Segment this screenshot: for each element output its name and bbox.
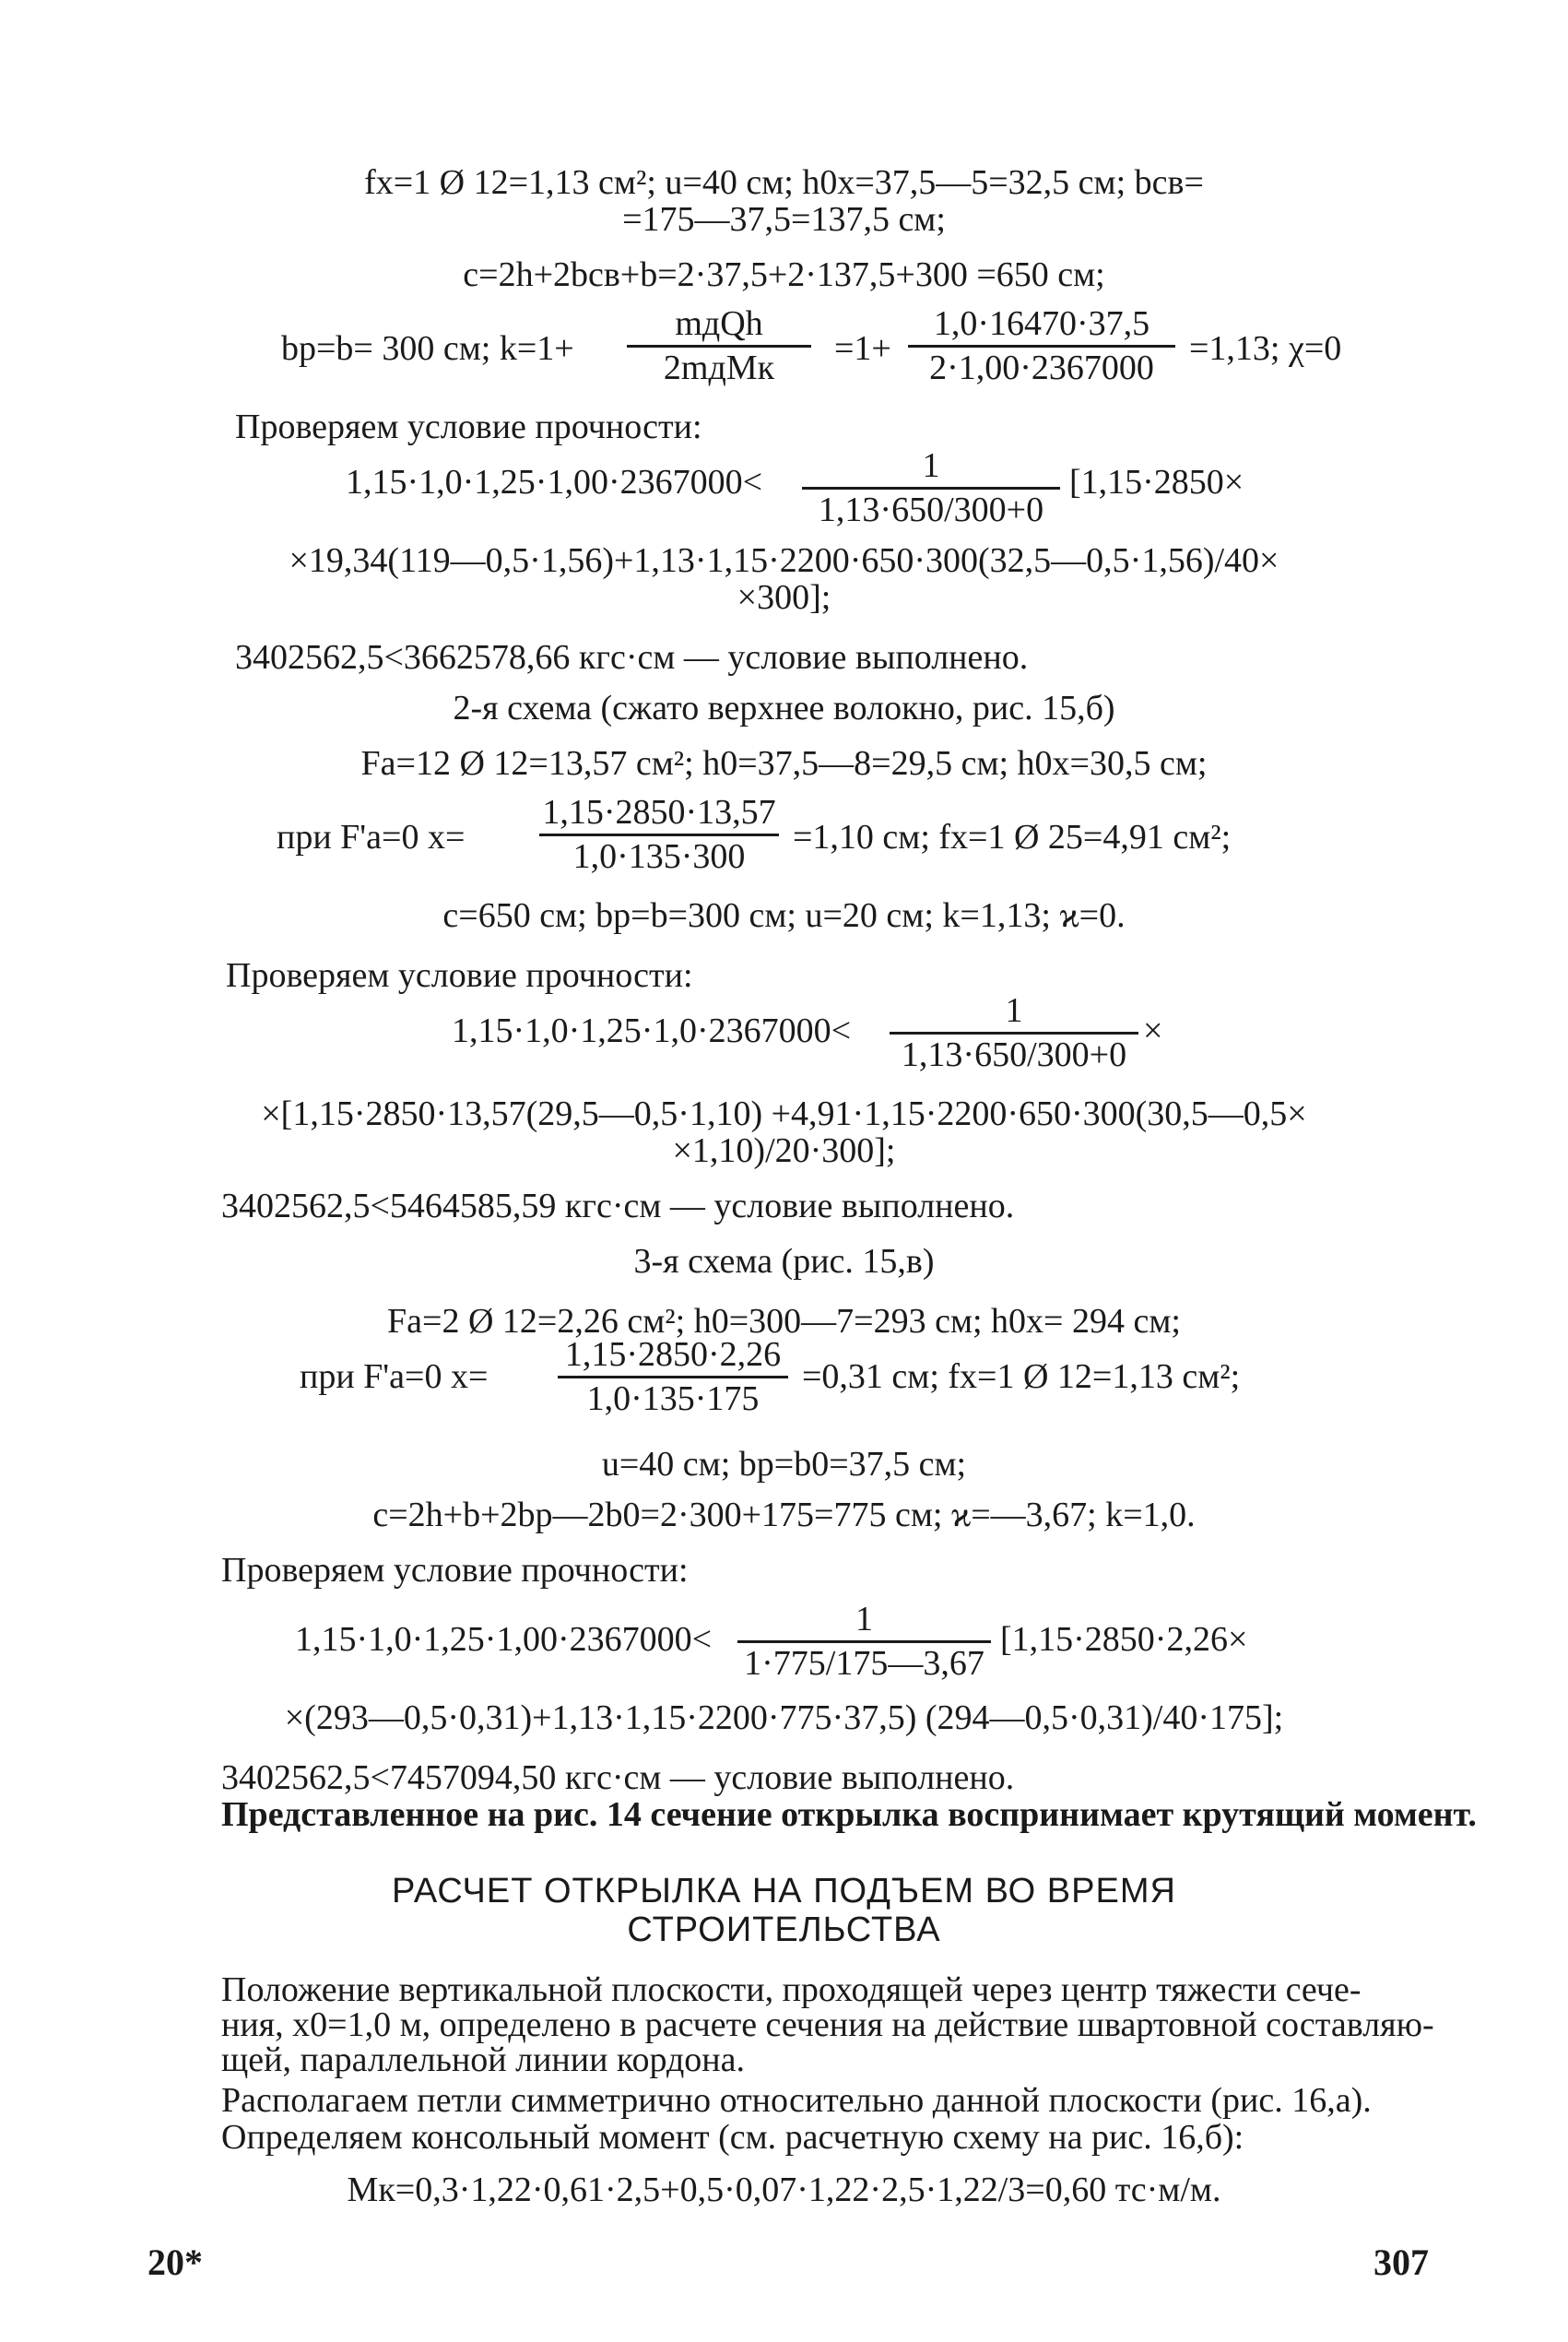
fraction-denominator: 1,13·650/300+0	[901, 1035, 1127, 1074]
section-heading: СТРОИТЕЛЬСТВА	[627, 1910, 941, 1949]
paragraph-text: щей, параллельной линии кордона.	[221, 2040, 745, 2079]
formula-line: fx=1 Ø 12=1,13 см²; u=40 см; h0x=37,5—5=32,5 см; bсв=	[364, 163, 1204, 202]
fraction-numerator: 1,15·2850·2,26	[564, 1335, 782, 1374]
paragraph-text: Положение вертикальной плоскости, проходящей через центр тяжести сече-	[221, 1970, 1362, 2009]
formula-line: =1+	[834, 329, 891, 368]
formula-line: ×(293—0,5·0,31)+1,13·1,15·2200·775·37,5) (294—0,5·0,31)/40·175];	[284, 1698, 1284, 1737]
formula-line: ×1,10)/20·300];	[672, 1131, 896, 1170]
fraction-denominator: 1·775/175—3,67	[744, 1644, 984, 1683]
formula-line: =1,13; χ=0	[1189, 329, 1342, 368]
fraction-bar	[558, 1376, 788, 1378]
formula-line: [1,15·2850×	[1069, 463, 1244, 502]
fraction-numerator: 1	[1005, 991, 1023, 1030]
section-caption: 3-я схема (рис. 15,в)	[633, 1242, 935, 1281]
formula-line: при F'a=0 x=	[300, 1357, 489, 1396]
paragraph-text: 3402562,5<5464585,59 кгс·см — условие выполнено.	[221, 1187, 1015, 1225]
section-heading: РАСЧЕТ ОТКРЫЛКА НА ПОДЪЕМ ВО ВРЕМЯ	[392, 1872, 1176, 1910]
formula-line: c=2h+b+2bp—2b0=2·300+175=775 см; ϰ=—3,67; k=1,0.	[372, 1496, 1196, 1534]
page-signature: 20*	[147, 2241, 203, 2283]
fraction-denominator: 1,0·135·300	[572, 837, 746, 876]
section-caption: 2-я схема (сжато верхнее волокно, рис. 15,б)	[453, 689, 1115, 727]
fraction-bar	[627, 345, 811, 348]
paragraph-text: Располагаем петли симметрично относительно данной плоскости (рис. 16,а).	[221, 2081, 1372, 2120]
formula-line: Fa=2 Ø 12=2,26 см²; h0=300—7=293 см; h0x= 294 см;	[387, 1302, 1181, 1341]
formula-line: ×19,34(119—0,5·1,56)+1,13·1,15·2200·650·300(32,5—0,5·1,56)/40×	[289, 541, 1279, 580]
paragraph-text: Проверяем условие прочности:	[235, 408, 702, 446]
fraction-denominator: 1,0·135·175	[586, 1379, 760, 1418]
fraction-bar	[802, 487, 1060, 490]
fraction-denominator: 1,13·650/300+0	[818, 491, 1044, 529]
formula-line: bp=b= 300 см; k=1+	[281, 329, 574, 368]
formula-line: 1,15·1,0·1,25·1,00·2367000<	[295, 1620, 713, 1659]
fraction-bar	[908, 345, 1175, 348]
formula-line: 1,15·1,0·1,25·1,0·2367000<	[452, 1011, 852, 1050]
fraction-numerator: 1,15·2850·13,57	[542, 793, 776, 832]
formula-line: =1,10 см; fx=1 Ø 25=4,91 см²;	[793, 818, 1232, 857]
paragraph-text: Проверяем условие прочности:	[226, 956, 693, 995]
fraction-numerator: 1	[855, 1600, 873, 1638]
formula-line: =0,31 см; fx=1 Ø 12=1,13 см²;	[802, 1357, 1241, 1396]
fraction-denominator: 2mдMк	[663, 349, 775, 387]
fraction-bar	[890, 1032, 1138, 1035]
fraction-bar	[737, 1640, 991, 1643]
fraction-numerator: 1	[922, 446, 940, 485]
formula-line: c=2h+2bсв+b=2·37,5+2·137,5+300 =650 см;	[463, 255, 1105, 294]
paragraph-text: 3402562,5<7457094,50 кгс·см — условие выполнено.	[221, 1758, 1015, 1797]
fraction-bar	[539, 834, 779, 836]
formula-line: ×[1,15·2850·13,57(29,5—0,5·1,10) +4,91·1,15·2200·650·300(30,5—0,5×	[261, 1094, 1307, 1133]
paragraph-text: ния, x0=1,0 м, определено в расчете сечения на действие швартовной составляю-	[221, 2005, 1434, 2044]
formula-line: Mк=0,3·1,22·0,61·2,5+0,5·0,07·1,22·2,5·1,22/3=0,60 тс·м/м.	[347, 2170, 1221, 2209]
formula-line: 1,15·1,0·1,25·1,00·2367000<	[346, 463, 763, 502]
paragraph-text: 3402562,5<3662578,66 кгс·см — условие выполнено.	[235, 638, 1029, 677]
paragraph-text: Определяем консольный момент (см. расчетную схему на рис. 16,б):	[221, 2118, 1244, 2157]
formula-line: Fa=12 Ø 12=13,57 см²; h0=37,5—8=29,5 см; h0x=30,5 см;	[360, 744, 1208, 783]
paragraph-text: Представленное на рис. 14 сечение открылка воспринимает крутящий момент.	[221, 1795, 1477, 1834]
fraction-numerator: mдQh	[675, 304, 763, 343]
formula-line: c=650 см; bp=b=300 см; u=20 см; k=1,13; ϰ=0.	[442, 896, 1126, 935]
formula-line: ×300];	[737, 578, 831, 617]
fraction-denominator: 2·1,00·2367000	[929, 349, 1154, 387]
formula-line: u=40 см; bp=b0=37,5 см;	[601, 1445, 967, 1484]
formula-line: [1,15·2850·2,26×	[1000, 1620, 1248, 1659]
page-number: 307	[1373, 2241, 1429, 2283]
formula-line: при F'a=0 x=	[277, 818, 466, 857]
formula-line: =175—37,5=137,5 см;	[622, 200, 946, 239]
fraction-numerator: 1,0·16470·37,5	[933, 304, 1150, 343]
formula-line: ×	[1143, 1011, 1163, 1050]
paragraph-text: Проверяем условие прочности:	[221, 1551, 689, 1590]
